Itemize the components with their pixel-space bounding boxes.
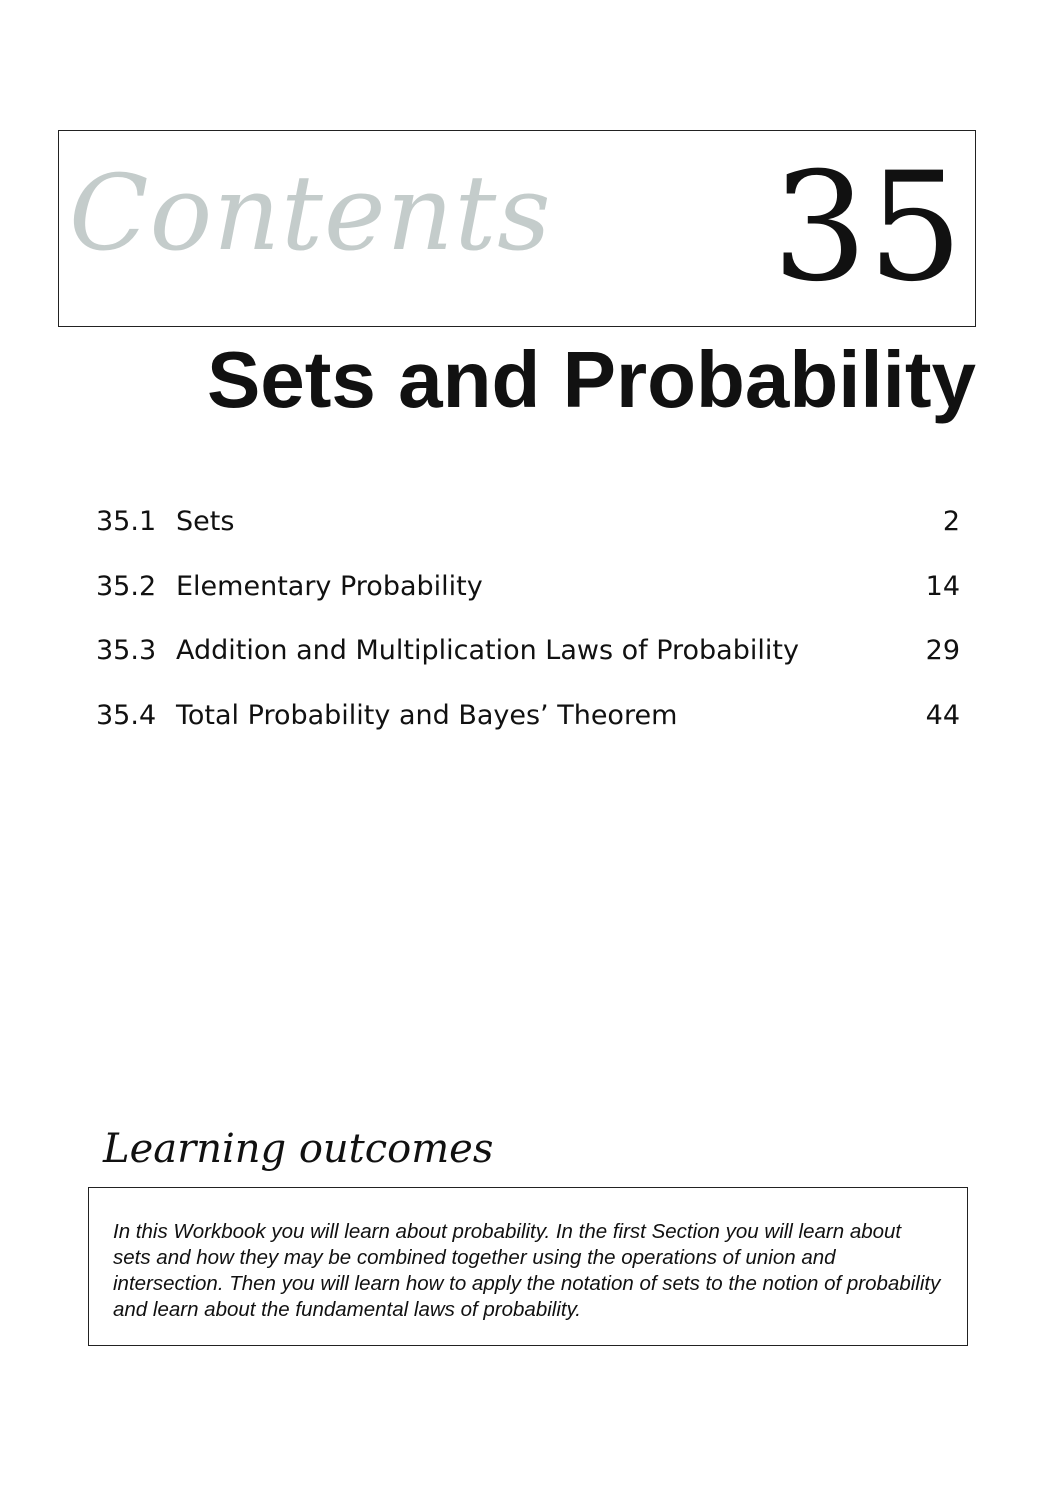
- chapter-number: 35: [772, 141, 963, 315]
- toc-section-number: 35.3: [96, 635, 157, 666]
- toc-section-title[interactable]: Addition and Multiplication Laws of Probability: [176, 635, 799, 666]
- toc-section-number: 35.2: [96, 570, 157, 602]
- learning-outcomes-text: In this Workbook you will learn about probability. In the first Section you will learn about sets and how they may be combined together using the operations of union and intersection. Then you will learn how to apply the notation of sets to the notion of probability and learn about the fundamental laws of probability.: [113, 1220, 941, 1321]
- toc-page-number: 14: [925, 570, 960, 602]
- toc-section-title[interactable]: Sets: [176, 506, 235, 537]
- toc-entry[interactable]: [96, 500, 960, 565]
- toc-entry[interactable]: [96, 629, 960, 694]
- toc-page-number: 29: [925, 635, 960, 666]
- toc-section-number: 35.1: [96, 506, 157, 537]
- learning-outcomes-heading: Learning outcomes: [103, 1126, 494, 1172]
- learning-outcomes-box: [88, 1187, 968, 1346]
- toc-section-number: 35.4: [96, 699, 157, 731]
- toc-section-title[interactable]: Total Probability and Bayes’ Theorem: [176, 699, 678, 731]
- toc-page-number: 2: [942, 506, 960, 537]
- contents-header-box: [58, 130, 976, 327]
- contents-label: Contents: [69, 152, 552, 274]
- chapter-title: Sets and Probability: [206, 335, 976, 424]
- toc-entry[interactable]: [96, 565, 960, 630]
- toc-section-title[interactable]: Elementary Probability: [176, 570, 483, 602]
- toc-entry[interactable]: [96, 694, 960, 759]
- table-of-contents: [96, 500, 960, 758]
- toc-page-number: 44: [925, 699, 960, 731]
